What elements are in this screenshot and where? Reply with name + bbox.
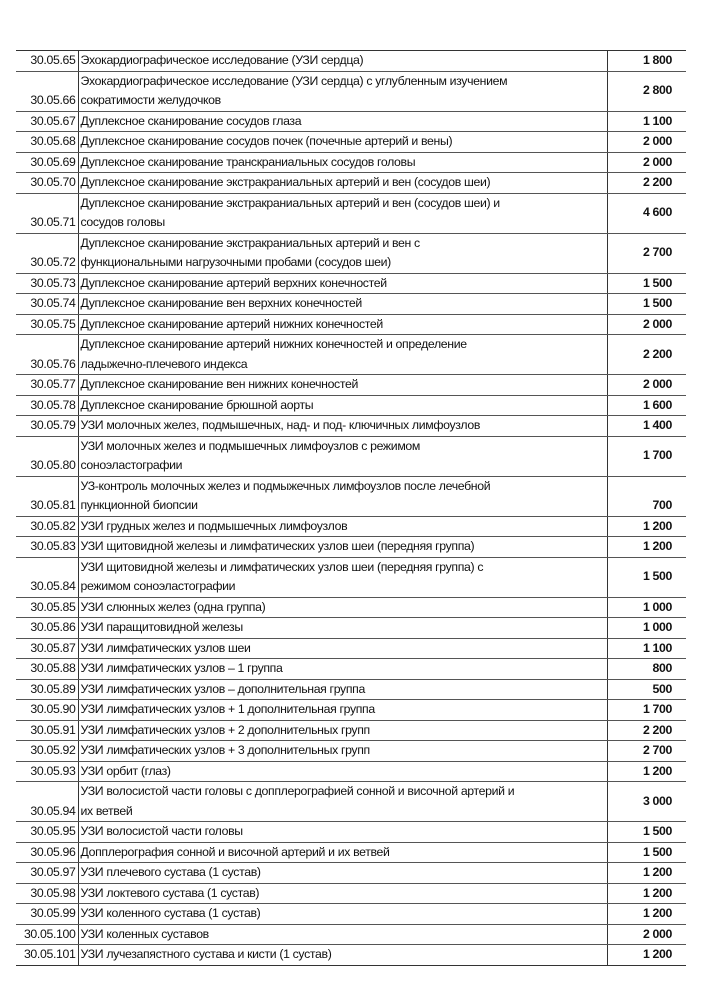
service-price: 800	[607, 659, 686, 680]
service-code: 30.05.74	[16, 294, 78, 315]
service-description	[78, 516, 607, 537]
table-row	[16, 395, 686, 416]
service-description	[78, 924, 607, 945]
service-code: 30.05.95	[16, 822, 78, 843]
service-description-line: пункционной биопсии	[80, 498, 198, 512]
table-row	[16, 375, 686, 396]
service-description	[78, 720, 607, 741]
table-row	[16, 904, 686, 925]
service-description-line: УЗИ лимфатических узлов + 3 дополнительных групп	[80, 743, 370, 757]
service-description-line: Эхокардиографическое исследование (УЗИ сердца) с углубленным изучением	[80, 73, 508, 88]
service-description-line: УЗИ щитовидной железы и лимфатических узлов шеи (передняя группа) с	[80, 559, 484, 574]
service-code: 30.05.83	[16, 537, 78, 558]
service-description	[78, 638, 607, 659]
service-code: 30.05.99	[16, 904, 78, 925]
table-row	[16, 111, 686, 132]
table-row	[16, 741, 686, 762]
table-row	[16, 863, 686, 884]
price-list-table	[16, 50, 686, 966]
table-row	[16, 537, 686, 558]
service-description	[78, 557, 607, 597]
service-description-line: их ветвей	[80, 803, 133, 818]
service-code: 30.05.73	[16, 273, 78, 294]
service-price: 2 000	[607, 314, 686, 335]
table-row	[16, 618, 686, 639]
service-price: 1 500	[607, 557, 686, 597]
service-description-line: УЗИ локтевого сустава (1 сустав)	[80, 885, 260, 900]
table-row	[16, 193, 686, 233]
service-code: 30.05.71	[16, 193, 78, 233]
service-description-line: УЗ-контроль молочных желез и подмыжечных лимфоузлов после лечебной	[80, 478, 491, 493]
service-code: 30.05.94	[16, 782, 78, 822]
service-description-line: УЗИ коленных суставов	[80, 926, 209, 941]
table-row	[16, 476, 686, 516]
table-row	[16, 516, 686, 537]
service-description	[78, 395, 607, 416]
service-code: 30.05.85	[16, 597, 78, 618]
service-description-line: Дуплексное сканирование артерий нижних конечностей и определение	[80, 337, 467, 351]
service-code: 30.05.82	[16, 516, 78, 537]
service-code: 30.05.100	[16, 924, 78, 945]
table-row	[16, 71, 686, 111]
service-description-line: УЗИ молочных желез и подмышечных лимфоузлов с режимом	[80, 438, 421, 453]
service-code: 30.05.77	[16, 375, 78, 396]
service-code: 30.05.89	[16, 679, 78, 700]
service-price: 2 000	[607, 132, 686, 153]
service-price: 2 700	[607, 233, 686, 273]
service-description	[78, 883, 607, 904]
service-price: 2 200	[607, 335, 686, 375]
service-description	[78, 273, 607, 294]
service-description	[78, 904, 607, 925]
service-price: 1 400	[607, 416, 686, 437]
service-description	[78, 335, 607, 375]
service-price: 1 700	[607, 700, 686, 721]
service-price: 1 000	[607, 618, 686, 639]
service-description-line: УЗИ грудных желез и подмышечных лимфоузлов	[80, 518, 348, 533]
service-description	[78, 233, 607, 273]
service-description-line: функциональными нагрузочными пробами (сосудов шеи)	[80, 255, 391, 269]
service-description	[78, 741, 607, 762]
table-row	[16, 924, 686, 945]
service-description	[78, 842, 607, 863]
service-description	[78, 618, 607, 639]
service-code: 30.05.68	[16, 132, 78, 153]
table-row	[16, 659, 686, 680]
service-price: 1 200	[607, 537, 686, 558]
service-code: 30.05.66	[16, 71, 78, 111]
service-price: 1 200	[607, 945, 686, 966]
service-code: 30.05.72	[16, 233, 78, 273]
service-code: 30.05.75	[16, 314, 78, 335]
service-description-line: УЗИ лучезапястного сустава и кисти (1 сустав)	[80, 947, 332, 961]
service-price: 1 100	[607, 111, 686, 132]
service-code: 30.05.101	[16, 945, 78, 966]
service-price: 1 500	[607, 842, 686, 863]
service-code: 30.05.97	[16, 863, 78, 884]
service-code: 30.05.86	[16, 618, 78, 639]
table-row	[16, 314, 686, 335]
service-description-line: Дуплексное сканирование вен нижних конечностей	[80, 377, 359, 391]
table-row	[16, 782, 686, 822]
service-price: 1 600	[607, 395, 686, 416]
service-price: 700	[607, 476, 686, 516]
service-price: 1 500	[607, 822, 686, 843]
service-price: 2 200	[607, 720, 686, 741]
service-description-line: Дуплексное сканирование транскраниальных сосудов головы	[80, 154, 416, 169]
service-description-line: УЗИ волосистой части головы с допплерографией сонной и височной артерий и	[80, 784, 515, 798]
service-price: 1 200	[607, 904, 686, 925]
service-code: 30.05.78	[16, 395, 78, 416]
service-code: 30.05.91	[16, 720, 78, 741]
service-code: 30.05.81	[16, 476, 78, 516]
service-price: 1 100	[607, 638, 686, 659]
service-code: 30.05.90	[16, 700, 78, 721]
service-description	[78, 679, 607, 700]
service-code: 30.05.84	[16, 557, 78, 597]
table-row	[16, 700, 686, 721]
service-description	[78, 294, 607, 315]
table-row	[16, 720, 686, 741]
service-description-line: УЗИ плечевого сустава (1 сустав)	[80, 865, 261, 879]
service-code: 30.05.67	[16, 111, 78, 132]
table-row	[16, 294, 686, 315]
service-description-line: Эхокардиографическое исследование (УЗИ сердца)	[80, 53, 364, 67]
service-description-line: Дуплексное сканирование экстракраниальных артерий и вен (сосудов шеи) и	[80, 195, 500, 210]
table-row	[16, 436, 686, 476]
service-description	[78, 537, 607, 558]
table-row	[16, 273, 686, 294]
service-description	[78, 476, 607, 516]
service-description-line: Дуплексное сканирование экстракраниальных артерий и вен (сосудов шеи)	[80, 175, 491, 189]
service-description	[78, 71, 607, 111]
service-description-line: УЗИ лимфатических узлов – 1 группа	[80, 661, 283, 675]
table-row	[16, 945, 686, 966]
service-description-line: УЗИ лимфатических узлов + 1 дополнительная группа	[80, 702, 375, 716]
service-description-line: режимом соноэластографии	[80, 579, 236, 593]
service-code: 30.05.65	[16, 51, 78, 72]
service-description-line: УЗИ волосистой части головы	[80, 824, 243, 838]
table-row	[16, 638, 686, 659]
service-description	[78, 659, 607, 680]
service-code: 30.05.92	[16, 741, 78, 762]
service-description	[78, 822, 607, 843]
service-price: 4 600	[607, 193, 686, 233]
service-code: 30.05.96	[16, 842, 78, 863]
service-description	[78, 945, 607, 966]
service-price: 1 200	[607, 516, 686, 537]
service-code: 30.05.93	[16, 761, 78, 782]
service-description-line: УЗИ молочных желез, подмышечных, над- и под- ключичных лимфоузлов	[80, 418, 481, 432]
service-description	[78, 700, 607, 721]
service-description	[78, 314, 607, 335]
service-code: 30.05.76	[16, 335, 78, 375]
service-code: 30.05.88	[16, 659, 78, 680]
service-description-line: УЗИ паращитовидной железы	[80, 620, 243, 634]
table-row	[16, 842, 686, 863]
service-description-line: Дуплексное сканирование экстракраниальных артерий и вен с	[80, 235, 420, 250]
service-description-line: УЗИ коленного сустава (1 сустав)	[80, 906, 261, 920]
table-row	[16, 152, 686, 173]
table-row	[16, 822, 686, 843]
service-code: 30.05.98	[16, 883, 78, 904]
service-description-line: Дуплексное сканирование сосудов почек (почечные артерий и вены)	[80, 134, 453, 148]
service-code: 30.05.80	[16, 436, 78, 476]
service-code: 30.05.87	[16, 638, 78, 659]
service-code: 30.05.79	[16, 416, 78, 437]
service-price: 2 700	[607, 741, 686, 762]
service-price: 500	[607, 679, 686, 700]
service-price: 1 200	[607, 883, 686, 904]
service-price: 1 500	[607, 273, 686, 294]
service-description	[78, 375, 607, 396]
table-row	[16, 335, 686, 375]
service-description-line: Дуплексное сканирование вен верхних конечностей	[80, 296, 362, 310]
table-row	[16, 416, 686, 437]
service-code: 30.05.69	[16, 152, 78, 173]
table-row	[16, 597, 686, 618]
service-description	[78, 863, 607, 884]
service-price: 2 000	[607, 924, 686, 945]
service-description-line: УЗИ слюнных желез (одна группа)	[80, 599, 266, 614]
service-description-line: УЗИ щитовидной железы и лимфатических узлов шеи (передняя группа)	[80, 539, 475, 553]
service-description	[78, 193, 607, 233]
service-description	[78, 111, 607, 132]
service-description	[78, 152, 607, 173]
service-description-line: Дуплексное сканирование артерий нижних конечностей	[80, 316, 383, 331]
table-row	[16, 679, 686, 700]
service-price: 2 800	[607, 71, 686, 111]
service-price: 1 200	[607, 863, 686, 884]
service-price: 1 700	[607, 436, 686, 476]
table-row	[16, 173, 686, 194]
service-description	[78, 761, 607, 782]
service-price: 1 500	[607, 294, 686, 315]
table-row	[16, 883, 686, 904]
table-row	[16, 233, 686, 273]
service-description-line: ладыжечно-плечевого индекса	[80, 356, 248, 371]
service-description	[78, 132, 607, 153]
service-description	[78, 51, 607, 72]
service-description-line: сократимости желудочков	[80, 93, 221, 107]
service-price: 3 000	[607, 782, 686, 822]
service-description-line: УЗИ лимфатических узлов + 2 дополнительных групп	[80, 722, 370, 737]
service-price: 1 000	[607, 597, 686, 618]
service-description	[78, 173, 607, 194]
price-list-body	[16, 51, 686, 966]
table-row	[16, 761, 686, 782]
service-code: 30.05.70	[16, 173, 78, 194]
service-price: 2 200	[607, 173, 686, 194]
service-description-line: УЗИ лимфатических узлов – дополнительная группа	[80, 681, 365, 696]
service-description	[78, 436, 607, 476]
service-description-line: УЗИ орбит (глаз)	[80, 763, 171, 778]
table-row	[16, 557, 686, 597]
service-description-line: Дуплексное сканирование сосудов глаза	[80, 113, 302, 128]
service-description-line: Дуплексное сканирование артерий верхних конечностей	[80, 275, 387, 290]
service-price: 2 000	[607, 152, 686, 173]
service-price: 1 200	[607, 761, 686, 782]
service-description	[78, 597, 607, 618]
service-description	[78, 782, 607, 822]
table-row	[16, 132, 686, 153]
service-description-line: Допплерография сонной и височной артерий и их ветвей	[80, 844, 390, 859]
service-price: 1 800	[607, 51, 686, 72]
service-description-line: УЗИ лимфатических узлов шеи	[80, 640, 251, 655]
service-description	[78, 416, 607, 437]
service-description-line: Дуплексное сканирование брюшной аорты	[80, 397, 314, 412]
service-description-line: соноэластографии	[80, 458, 183, 472]
table-row	[16, 51, 686, 72]
service-description-line: сосудов головы	[80, 215, 165, 229]
service-price: 2 000	[607, 375, 686, 396]
